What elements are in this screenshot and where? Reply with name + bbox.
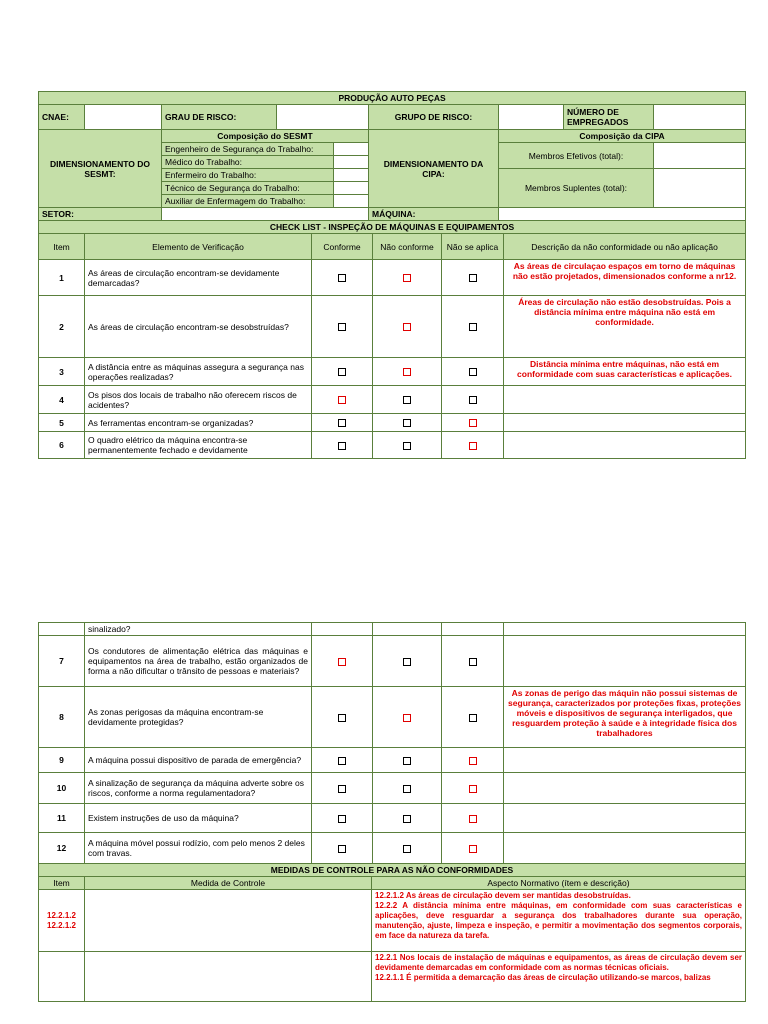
conforme-checkbox[interactable] bbox=[338, 442, 346, 450]
elemento-text: As ferramentas encontram-se organizadas? bbox=[85, 414, 312, 432]
conforme-checkbox[interactable] bbox=[338, 714, 346, 722]
setor-field[interactable] bbox=[162, 208, 369, 221]
elemento-text: As zonas perigosas da máquina encontram-se devidamente protegidas? bbox=[85, 687, 312, 748]
maquina-field[interactable] bbox=[499, 208, 746, 221]
item-number: 10 bbox=[39, 773, 85, 804]
medida-controle-field[interactable] bbox=[85, 890, 372, 952]
suplentes-field[interactable] bbox=[654, 169, 746, 208]
nao-aplica-checkbox[interactable] bbox=[469, 323, 477, 331]
nao-aplica-checkbox[interactable] bbox=[469, 396, 477, 404]
conforme-checkbox[interactable] bbox=[338, 785, 346, 793]
grau-risco-field[interactable] bbox=[277, 105, 369, 130]
checklist-row bbox=[39, 386, 746, 414]
nao-conforme-checkbox[interactable] bbox=[403, 274, 411, 282]
efetivos-field[interactable] bbox=[654, 143, 746, 169]
nao-conforme-checkbox[interactable] bbox=[403, 396, 411, 404]
item-number: 9 bbox=[39, 748, 85, 773]
item-number: 8 bbox=[39, 687, 85, 748]
medida-controle-field[interactable] bbox=[85, 952, 372, 1002]
elemento-text: A máquina possui dispositivo de parada de emergência? bbox=[85, 748, 312, 773]
nao-aplica-checkbox[interactable] bbox=[469, 274, 477, 282]
nao-aplica-checkbox[interactable] bbox=[469, 757, 477, 765]
efetivos-label: Membros Efetivos (total): bbox=[499, 143, 654, 169]
checklist-row bbox=[39, 804, 746, 833]
checklist-row bbox=[39, 358, 746, 386]
elemento-text: O quadro elétrico da máquina encontra-se permanentemente fechado e devidamente bbox=[85, 432, 312, 459]
nao-conforme-checkbox[interactable] bbox=[403, 419, 411, 427]
header-table bbox=[38, 91, 746, 130]
elemento-text: Os pisos dos locais de trabalho não oferecem riscos de acidentes? bbox=[85, 386, 312, 414]
descricao-text bbox=[504, 748, 746, 773]
sesmt-role: Engenheiro de Segurança do Trabalho: bbox=[162, 143, 334, 156]
checklist-table-page1 bbox=[38, 220, 746, 459]
checklist-row bbox=[39, 748, 746, 773]
item-number: 3 bbox=[39, 358, 85, 386]
setor-label: SETOR: bbox=[39, 208, 162, 221]
elemento-text: A máquina móvel possui rodízio, com pelo menos 2 deles com travas. bbox=[85, 833, 312, 864]
elemento-text: A sinalização de segurança da máquina adverte sobre os riscos, conforme a norma regulamentadora? bbox=[85, 773, 312, 804]
checklist-row bbox=[39, 773, 746, 804]
item-number: 6 bbox=[39, 432, 85, 459]
item-number: 4 bbox=[39, 386, 85, 414]
checklist-rows-page1 bbox=[39, 260, 746, 459]
nao-conforme-checkbox[interactable] bbox=[403, 815, 411, 823]
descricao-text bbox=[504, 804, 746, 833]
elemento-text: Existem instruções de uso da máquina? bbox=[85, 804, 312, 833]
descricao-text bbox=[504, 414, 746, 432]
conforme-checkbox[interactable] bbox=[338, 845, 346, 853]
nao-conforme-checkbox[interactable] bbox=[403, 785, 411, 793]
grupo-risco-label: GRUPO DE RISCO: bbox=[369, 105, 499, 130]
col-nao-aplica-header: Não se aplica bbox=[442, 234, 504, 260]
nao-conforme-checkbox[interactable] bbox=[403, 658, 411, 666]
checklist-row bbox=[39, 260, 746, 296]
col-conforme-header: Conforme bbox=[312, 234, 373, 260]
sesmt-role: Técnico de Segurança do Trabalho: bbox=[162, 182, 334, 195]
aspecto-normativo: 12.2.1 Nos locais de instalação de máquinas e equipamentos, as áreas de circulação devem ser devidamente demarcadas em conformidade com as normas técnicas oficiais. 12.2.1.1 É permitida a demarcação das áreas de circulação utilizando-se marcos, balizas bbox=[372, 952, 746, 1002]
nao-aplica-checkbox[interactable] bbox=[469, 845, 477, 853]
num-empregados-label: NÚMERO DE EMPREGADOS bbox=[564, 105, 654, 130]
medidas-table bbox=[38, 863, 746, 1002]
continuation-text: sinalizado? bbox=[85, 623, 312, 636]
nao-aplica-checkbox[interactable] bbox=[469, 658, 477, 666]
num-empregados-field[interactable] bbox=[654, 105, 746, 130]
descricao-text: As zonas de perigo das máquin não possui sistemas de segurança, caracterizados por proteções fixas, proteções móveis e dispositivos de segurança interligados, que resguardem proteção à saúde e à integridade física dos trabalhadores bbox=[504, 687, 746, 748]
doc-title: PRODUÇÃO AUTO PEÇAS bbox=[39, 92, 746, 105]
descricao-text bbox=[504, 773, 746, 804]
checklist-table-page2 bbox=[38, 622, 746, 864]
comp-sesmt-label: Composição do SESMT bbox=[162, 130, 369, 143]
sesmt-role-field[interactable] bbox=[334, 169, 369, 182]
checklist-title: CHECK LIST - INSPEÇÃO DE MÁQUINAS E EQUIPAMENTOS bbox=[39, 221, 746, 234]
aspecto-normativo: 12.2.1.2 As áreas de circulação devem ser mantidas desobstruídas. 12.2.2 A distância mínima entre máquinas, em conformidade com suas características e aplicações, deve resguardar a segurança dos trabalhadores durante sua operação, manutenção, ajuste, limpeza e inspeção, e permitir a movimentação dos segmentos corporais, em face da natureza da tarefa. bbox=[372, 890, 746, 952]
nao-aplica-checkbox[interactable] bbox=[469, 419, 477, 427]
checklist-rows-page2 bbox=[39, 636, 746, 864]
col-nao-conforme-header: Não conforme bbox=[373, 234, 442, 260]
checklist-row bbox=[39, 432, 746, 459]
sesmt-role: Médico do Trabalho: bbox=[162, 156, 334, 169]
checklist-row bbox=[39, 296, 746, 358]
conforme-checkbox[interactable] bbox=[338, 274, 346, 282]
grupo-risco-field[interactable] bbox=[499, 105, 564, 130]
nao-conforme-checkbox[interactable] bbox=[403, 368, 411, 376]
dim-cipa-label: DIMENSIONAMENTO DA CIPA: bbox=[369, 130, 499, 208]
medidas-col-aspecto: Aspecto Normativo (ítem e descrição) bbox=[372, 877, 746, 890]
nao-aplica-checkbox[interactable] bbox=[469, 714, 477, 722]
descricao-text: Áreas de circulação não estão desobstruídas. Pois a distância mínima entre máquina não está em conformidade. bbox=[504, 296, 746, 358]
nao-conforme-checkbox[interactable] bbox=[403, 323, 411, 331]
sesmt-role-field[interactable] bbox=[334, 156, 369, 169]
item-number: 1 bbox=[39, 260, 85, 296]
checklist-row bbox=[39, 414, 746, 432]
comp-cipa-label: Composição da CIPA bbox=[499, 130, 746, 143]
descricao-text bbox=[504, 636, 746, 687]
item-number: 7 bbox=[39, 636, 85, 687]
item-number: 2 bbox=[39, 296, 85, 358]
nao-aplica-checkbox[interactable] bbox=[469, 368, 477, 376]
sesmt-role: Auxiliar de Enfermagem do Trabalho: bbox=[162, 195, 334, 208]
conforme-checkbox[interactable] bbox=[338, 658, 346, 666]
descricao-text bbox=[504, 432, 746, 459]
elemento-text: A distância entre as máquinas assegura a segurança nas operações realizadas? bbox=[85, 358, 312, 386]
dim-sesmt-label: DIMENSIONAMENTO DO SESMT: bbox=[39, 130, 162, 208]
grau-risco-label: GRAU DE RISCO: bbox=[162, 105, 277, 130]
elemento-text: Os condutores de alimentação elétrica das máquinas e equipamentos na área de trabalho, estão organizados de forma a não dificultar o trânsito de pessoas e materiais? bbox=[85, 636, 312, 687]
nao-conforme-checkbox[interactable] bbox=[403, 714, 411, 722]
elemento-text: As áreas de circulação encontram-se devidamente demarcadas? bbox=[85, 260, 312, 296]
conforme-checkbox[interactable] bbox=[338, 396, 346, 404]
descricao-text: Distância mínima entre máquinas, não está em conformidade com suas características e aplicações. bbox=[504, 358, 746, 386]
sesmt-role: Enfermeiro do Trabalho: bbox=[162, 169, 334, 182]
col-descricao-header: Descrição da não conformidade ou não aplicação bbox=[504, 234, 746, 260]
item-number: 12 bbox=[39, 833, 85, 864]
dimensionamento-table bbox=[38, 129, 746, 221]
cnae-label: CNAE: bbox=[39, 105, 85, 130]
page-1 bbox=[38, 91, 745, 459]
medidas-title: MEDIDAS DE CONTROLE PARA AS NÃO CONFORMIDADES bbox=[39, 864, 746, 877]
conforme-checkbox[interactable] bbox=[338, 757, 346, 765]
item-number: 5 bbox=[39, 414, 85, 432]
nao-aplica-checkbox[interactable] bbox=[469, 785, 477, 793]
col-item-header: Item bbox=[39, 234, 85, 260]
medida-item: 12.2.1.2 12.2.1.2 bbox=[39, 890, 85, 952]
item-number: 11 bbox=[39, 804, 85, 833]
medidas-col-item: Item bbox=[39, 877, 85, 890]
maquina-label: MÁQUINA: bbox=[369, 208, 499, 221]
descricao-text bbox=[504, 386, 746, 414]
suplentes-label: Membros Suplentes (total): bbox=[499, 169, 654, 208]
descricao-text bbox=[504, 833, 746, 864]
elemento-text: As áreas de circulação encontram-se desobstruídas? bbox=[85, 296, 312, 358]
checklist-row bbox=[39, 833, 746, 864]
descricao-text: As áreas de circulaçao espaços em torno de máquinas não estão projetados, dimensionados conforme a nr12. bbox=[504, 260, 746, 296]
nao-conforme-checkbox[interactable] bbox=[403, 757, 411, 765]
conforme-checkbox[interactable] bbox=[338, 323, 346, 331]
sesmt-role-field[interactable] bbox=[334, 182, 369, 195]
sesmt-role-field[interactable] bbox=[334, 143, 369, 156]
conforme-checkbox[interactable] bbox=[338, 419, 346, 427]
checklist-row bbox=[39, 687, 746, 748]
nao-conforme-checkbox[interactable] bbox=[403, 442, 411, 450]
sesmt-role-field[interactable] bbox=[334, 195, 369, 208]
col-elemento-header: Elemento de Verificação bbox=[85, 234, 312, 260]
conforme-checkbox[interactable] bbox=[338, 368, 346, 376]
cnae-field[interactable] bbox=[85, 105, 162, 130]
page-2 bbox=[38, 622, 745, 1002]
nao-aplica-checkbox[interactable] bbox=[469, 442, 477, 450]
nao-conforme-checkbox[interactable] bbox=[403, 845, 411, 853]
medida-item bbox=[39, 952, 85, 1002]
nao-aplica-checkbox[interactable] bbox=[469, 815, 477, 823]
conforme-checkbox[interactable] bbox=[338, 815, 346, 823]
medidas-col-medida: Medida de Controle bbox=[85, 877, 372, 890]
checklist-row bbox=[39, 636, 746, 687]
